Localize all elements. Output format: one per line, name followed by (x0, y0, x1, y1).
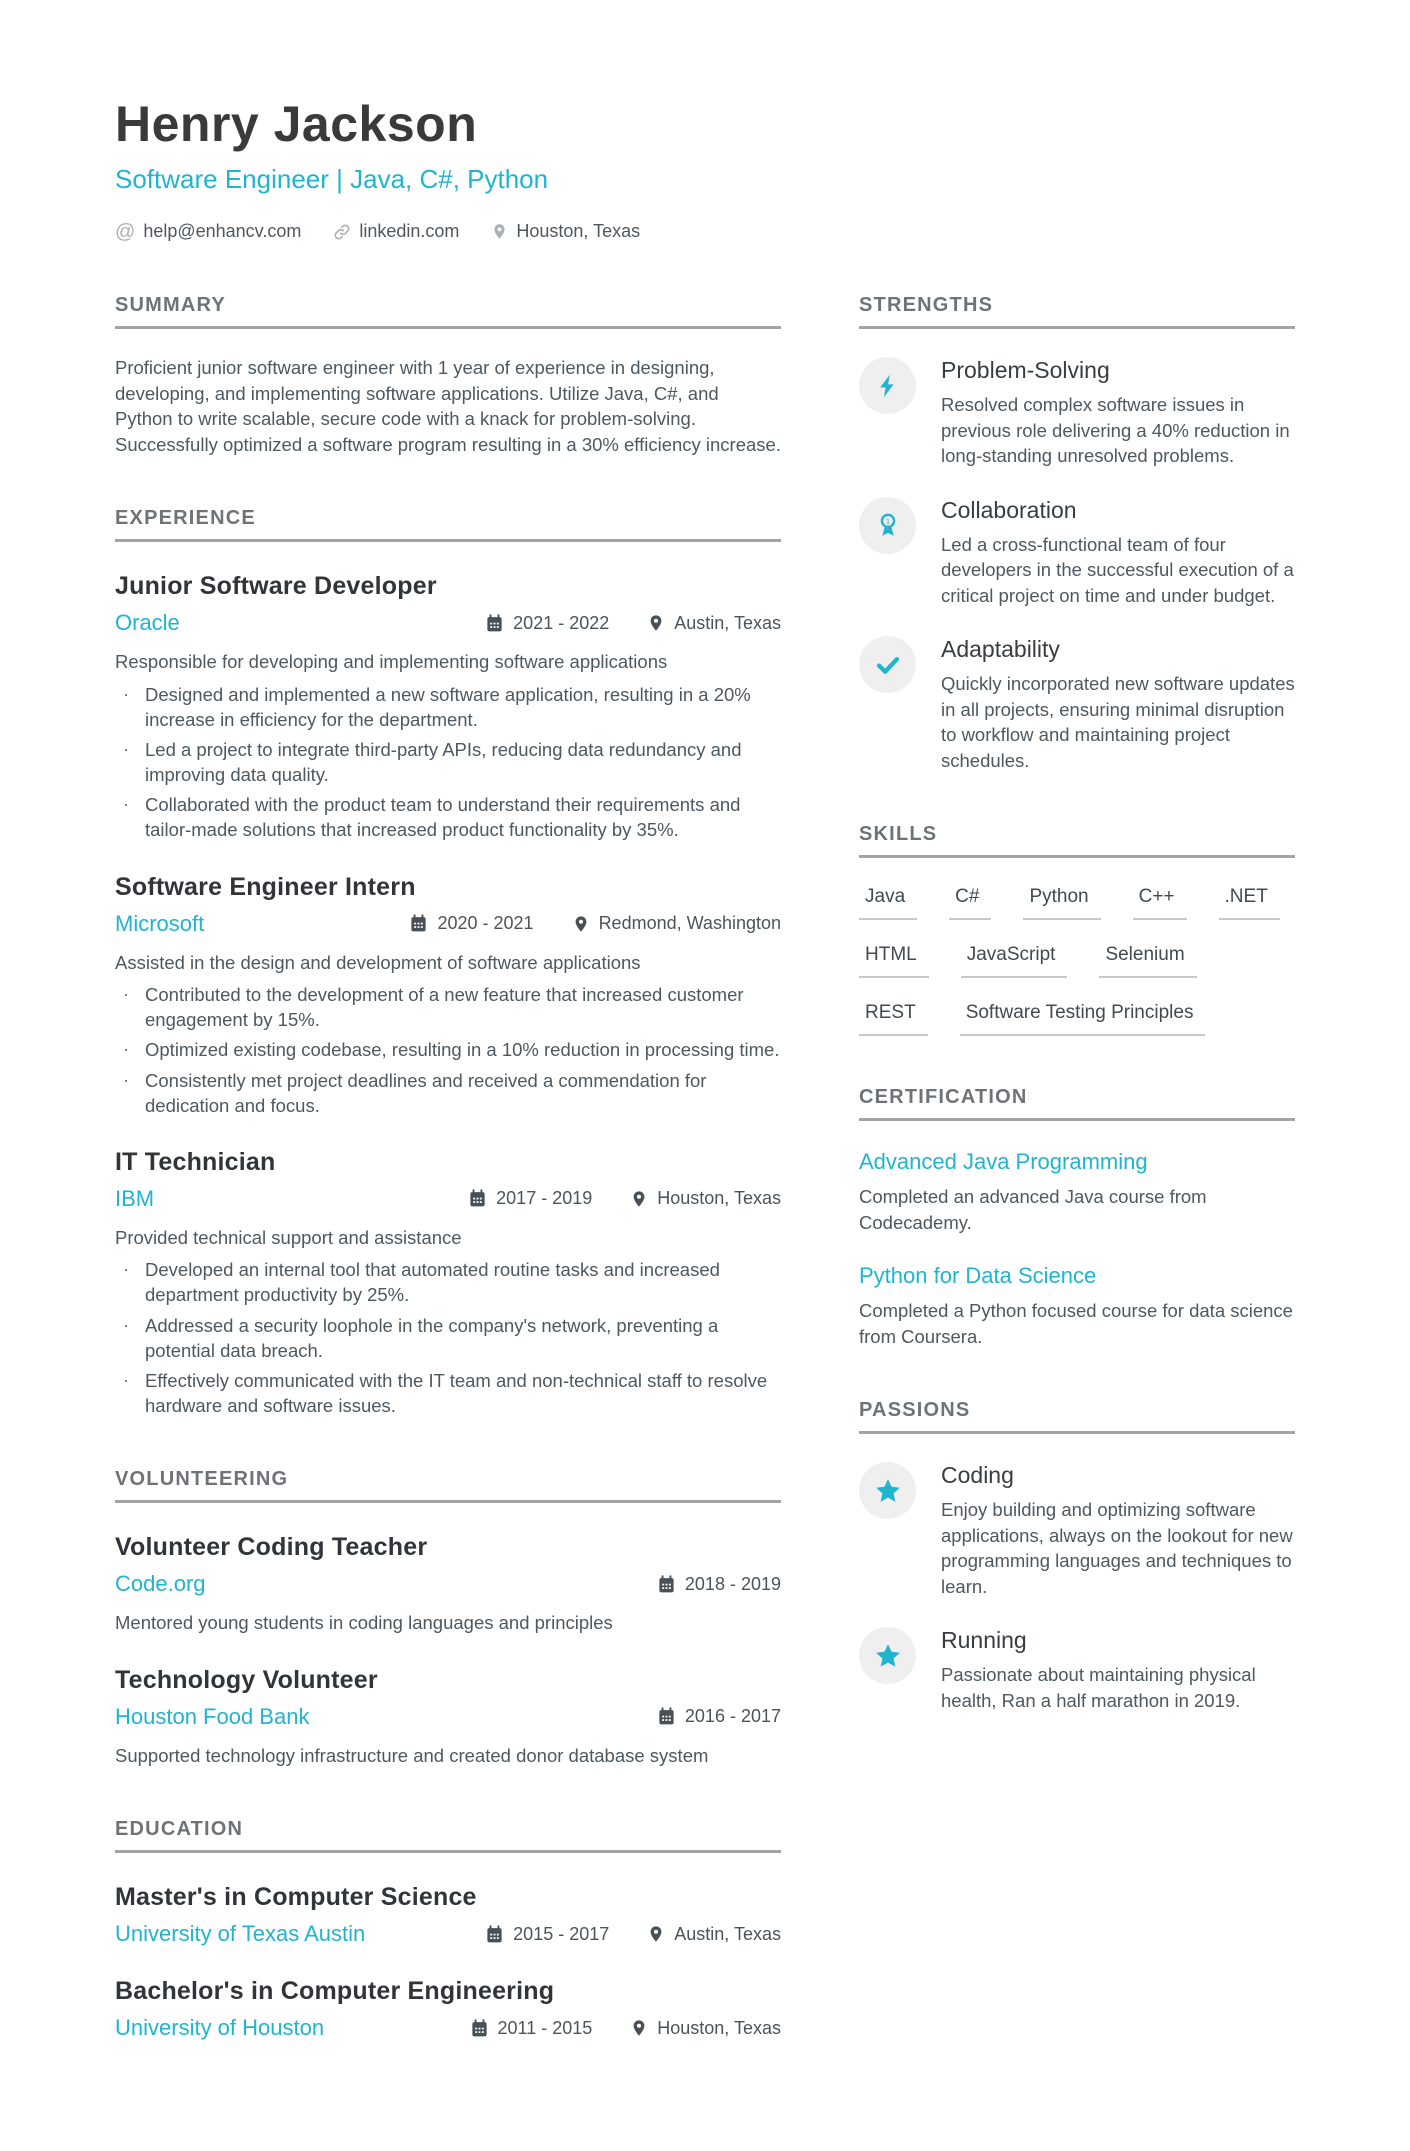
location-icon (647, 614, 665, 632)
job-description: Responsible for developing and implementing software applications (115, 651, 668, 673)
education-section (115, 1818, 781, 2041)
location-icon (630, 1190, 648, 1208)
bullet-item: · Addressed a security loophole in the company's network, preventing a potential data breach. (145, 1313, 781, 1363)
job-title: IT Technician (115, 1147, 276, 1176)
job-dates (409, 913, 533, 934)
summary-heading: SUMMARY (115, 294, 781, 329)
school-link[interactable]: University of Houston (115, 2015, 325, 2041)
certification-heading: CERTIFICATION (859, 1086, 1295, 1121)
job-location-text: Redmond, Washington (598, 913, 781, 934)
certification-section (859, 1086, 1295, 1349)
volunteering-entry (115, 1533, 781, 1636)
skill-tag: C# (949, 886, 991, 920)
passion-item (859, 1627, 1295, 1713)
job-dates (485, 613, 609, 634)
education-entry (115, 1883, 781, 1947)
resume-header (115, 95, 1295, 242)
certification-title[interactable]: Advanced Java Programming (859, 1149, 1148, 1175)
strength-text: Resolved complex software issues in previous role delivering a 40% reduction in long-standing unresolved problems. (941, 394, 1290, 467)
job-location (630, 1188, 781, 1209)
location-icon (572, 915, 590, 933)
email-text: help@enhancv.com (143, 221, 302, 241)
bullet-item: · Led a project to integrate third-party APIs, reducing data redundancy and improving data quality. (145, 737, 781, 787)
skill-tag: JavaScript (961, 944, 1068, 978)
education-location-text: Houston, Texas (657, 2017, 781, 2038)
skill-tag: Software Testing Principles (960, 1002, 1206, 1036)
strength-item (859, 497, 1295, 609)
job-bullets (115, 982, 781, 1118)
passions-section (859, 1399, 1295, 1713)
job-dates (468, 1188, 592, 1209)
job-bullets (115, 682, 781, 843)
strength-text: Quickly incorporated new software updates in all projects, ensuring minimal disruption to workflow and maintaining project schedules. (941, 673, 1295, 771)
job-location-text: Austin, Texas (674, 612, 781, 633)
job-title: Software Engineer Intern (115, 872, 416, 901)
skill-tag: HTML (859, 944, 929, 978)
skill-tag: Python (1023, 886, 1100, 920)
volunteering-section (115, 1468, 781, 1768)
star-icon (859, 1462, 916, 1519)
job-entry (115, 873, 781, 1118)
bullet-item: · Consistently met project deadlines and received a commendation for dedication and focus. (145, 1068, 781, 1118)
company-link[interactable]: IBM (115, 1185, 155, 1211)
certification-title[interactable]: Python for Data Science (859, 1263, 1097, 1289)
job-location (572, 913, 781, 934)
skill-tag: Java (859, 886, 917, 920)
linkedin-contact[interactable] (333, 221, 459, 242)
certification-item (859, 1149, 1295, 1235)
location-icon (491, 223, 508, 240)
calendar-icon (468, 1189, 487, 1208)
strengths-section (859, 294, 1295, 773)
right-column (859, 294, 1295, 2091)
job-description: Provided technical support and assistance (115, 1226, 462, 1248)
education-dates (470, 2018, 593, 2039)
strength-item (859, 636, 1295, 773)
strength-title: Problem-Solving (941, 357, 1110, 383)
job-headline: Software Engineer | Java, C#, Python (115, 164, 549, 194)
job-dates-text: 2020 - 2021 (437, 913, 534, 934)
strength-title: Adaptability (941, 636, 1060, 663)
volunteer-description: Supported technology infrastructure and created donor database system (115, 1744, 709, 1766)
skill-tag: .NET (1219, 886, 1280, 920)
person-name: Henry Jackson (115, 96, 478, 152)
star-icon (859, 1627, 916, 1684)
passion-text: Enjoy building and optimizing software applications, always on the lookout for new programming languages and techniques to learn. (941, 1499, 1293, 1597)
left-column (115, 294, 781, 2091)
summary-section (115, 294, 781, 457)
experience-heading: EXPERIENCE (115, 507, 781, 542)
skill-tag: C++ (1133, 886, 1187, 920)
job-entry (115, 572, 781, 842)
location-icon (630, 2019, 648, 2037)
job-entry (115, 1148, 781, 1418)
job-dates-text: 2021 - 2022 (513, 612, 610, 633)
calendar-icon (485, 614, 504, 633)
job-location (647, 613, 781, 634)
skills-heading: SKILLS (859, 823, 1295, 858)
strength-item (859, 357, 1295, 469)
education-location (647, 1924, 781, 1945)
job-location-text: Houston, Texas (657, 1188, 781, 1209)
location-icon (647, 1925, 665, 1943)
volunteer-dates (657, 1574, 781, 1595)
education-dates-text: 2015 - 2017 (513, 1923, 610, 1944)
volunteer-dates-text: 2018 - 2019 (684, 1573, 781, 1594)
skills-list (859, 886, 1295, 1036)
volunteer-dates-text: 2016 - 2017 (684, 1706, 781, 1727)
calendar-icon (409, 914, 428, 933)
bullet-item: · Developed an internal tool that automated routine tasks and increased department productivity by 25%. (145, 1257, 781, 1307)
summary-text: Proficient junior software engineer with 1 year of experience in designing, developing, and implementing software applications. Utilize Java, C#, and Python to write scalable, secure code with a knack for problem-solving. Successfully optimized a software program resulting in a 30% efficiency increase. (115, 357, 781, 455)
volunteer-description: Mentored young students in coding languages and principles (115, 1612, 613, 1634)
calendar-icon (657, 1707, 676, 1726)
education-dates (485, 1924, 609, 1945)
contact-row (115, 221, 1295, 242)
passion-title: Coding (941, 1462, 1014, 1489)
skills-section (859, 823, 1295, 1036)
volunteer-title: Technology Volunteer (115, 1665, 378, 1694)
strength-text: Led a cross-functional team of four developers in the successful execution of a critical project on time and under budget. (941, 533, 1294, 606)
link-icon (333, 223, 351, 241)
company-link[interactable]: Microsoft (115, 910, 205, 936)
location-text: Houston, Texas (516, 221, 641, 241)
job-title: Junior Software Developer (115, 572, 437, 601)
location-contact (491, 221, 640, 242)
calendar-icon (657, 1575, 676, 1594)
certification-text: Completed a Python focused course for data science from Coursera. (859, 1300, 1293, 1347)
medal-icon (859, 497, 916, 554)
volunteering-heading: VOLUNTEERING (115, 1468, 781, 1503)
education-heading: EDUCATION (115, 1818, 781, 1853)
email-contact[interactable] (115, 221, 301, 242)
calendar-icon (470, 2019, 489, 2038)
skill-tag: REST (859, 1002, 928, 1036)
education-entry (115, 1977, 781, 2041)
at-icon: @ (115, 220, 136, 243)
strength-title: Collaboration (941, 496, 1077, 523)
volunteer-dates (657, 1706, 781, 1727)
degree-title: Bachelor's in Computer Engineering (115, 1977, 555, 2006)
organization-link[interactable]: Code.org (115, 1571, 206, 1597)
education-dates-text: 2011 - 2015 (497, 2017, 593, 2038)
strengths-heading: STRENGTHS (859, 294, 1295, 329)
bullet-item: · Optimized existing codebase, resulting in a 10% reduction in processing time. (145, 1037, 781, 1062)
job-dates-text: 2017 - 2019 (496, 1188, 593, 1209)
check-icon (859, 636, 916, 693)
experience-section (115, 507, 781, 1418)
linkedin-text: linkedin.com (359, 221, 460, 241)
education-location-text: Austin, Texas (674, 1923, 781, 1944)
education-location (630, 2018, 781, 2039)
volunteering-entry (115, 1666, 781, 1769)
passion-item (859, 1462, 1295, 1599)
passion-text: Passionate about maintaining physical health, Ran a half marathon in 2019. (941, 1664, 1256, 1711)
passions-heading: PASSIONS (859, 1399, 1295, 1434)
bullet-item: · Contributed to the development of a new feature that increased customer engagement by 15%. (145, 982, 781, 1032)
job-bullets (115, 1257, 781, 1418)
bullet-item: · Designed and implemented a new software application, resulting in a 20% increase in efficiency for the department. (145, 682, 781, 732)
skill-tag: Selenium (1099, 944, 1196, 978)
organization-link[interactable]: Houston Food Bank (115, 1703, 310, 1729)
degree-title: Master's in Computer Science (115, 1883, 477, 1912)
bullet-item: · Effectively communicated with the IT team and non-technical staff to resolve hardware and software issues. (145, 1368, 781, 1418)
volunteer-title: Volunteer Coding Teacher (115, 1533, 428, 1562)
school-link[interactable]: University of Texas Austin (115, 1921, 366, 1947)
company-link[interactable]: Oracle (115, 610, 180, 636)
certification-text: Completed an advanced Java course from Codecademy. (859, 1186, 1207, 1233)
lightning-icon (859, 357, 916, 414)
bullet-item: · Collaborated with the product team to understand their requirements and tailor-made solutions that increased product functionality by 35%. (145, 792, 781, 842)
passion-title: Running (941, 1627, 1027, 1654)
certification-item (859, 1263, 1295, 1349)
calendar-icon (485, 1925, 504, 1944)
job-description: Assisted in the design and development of software applications (115, 951, 641, 973)
